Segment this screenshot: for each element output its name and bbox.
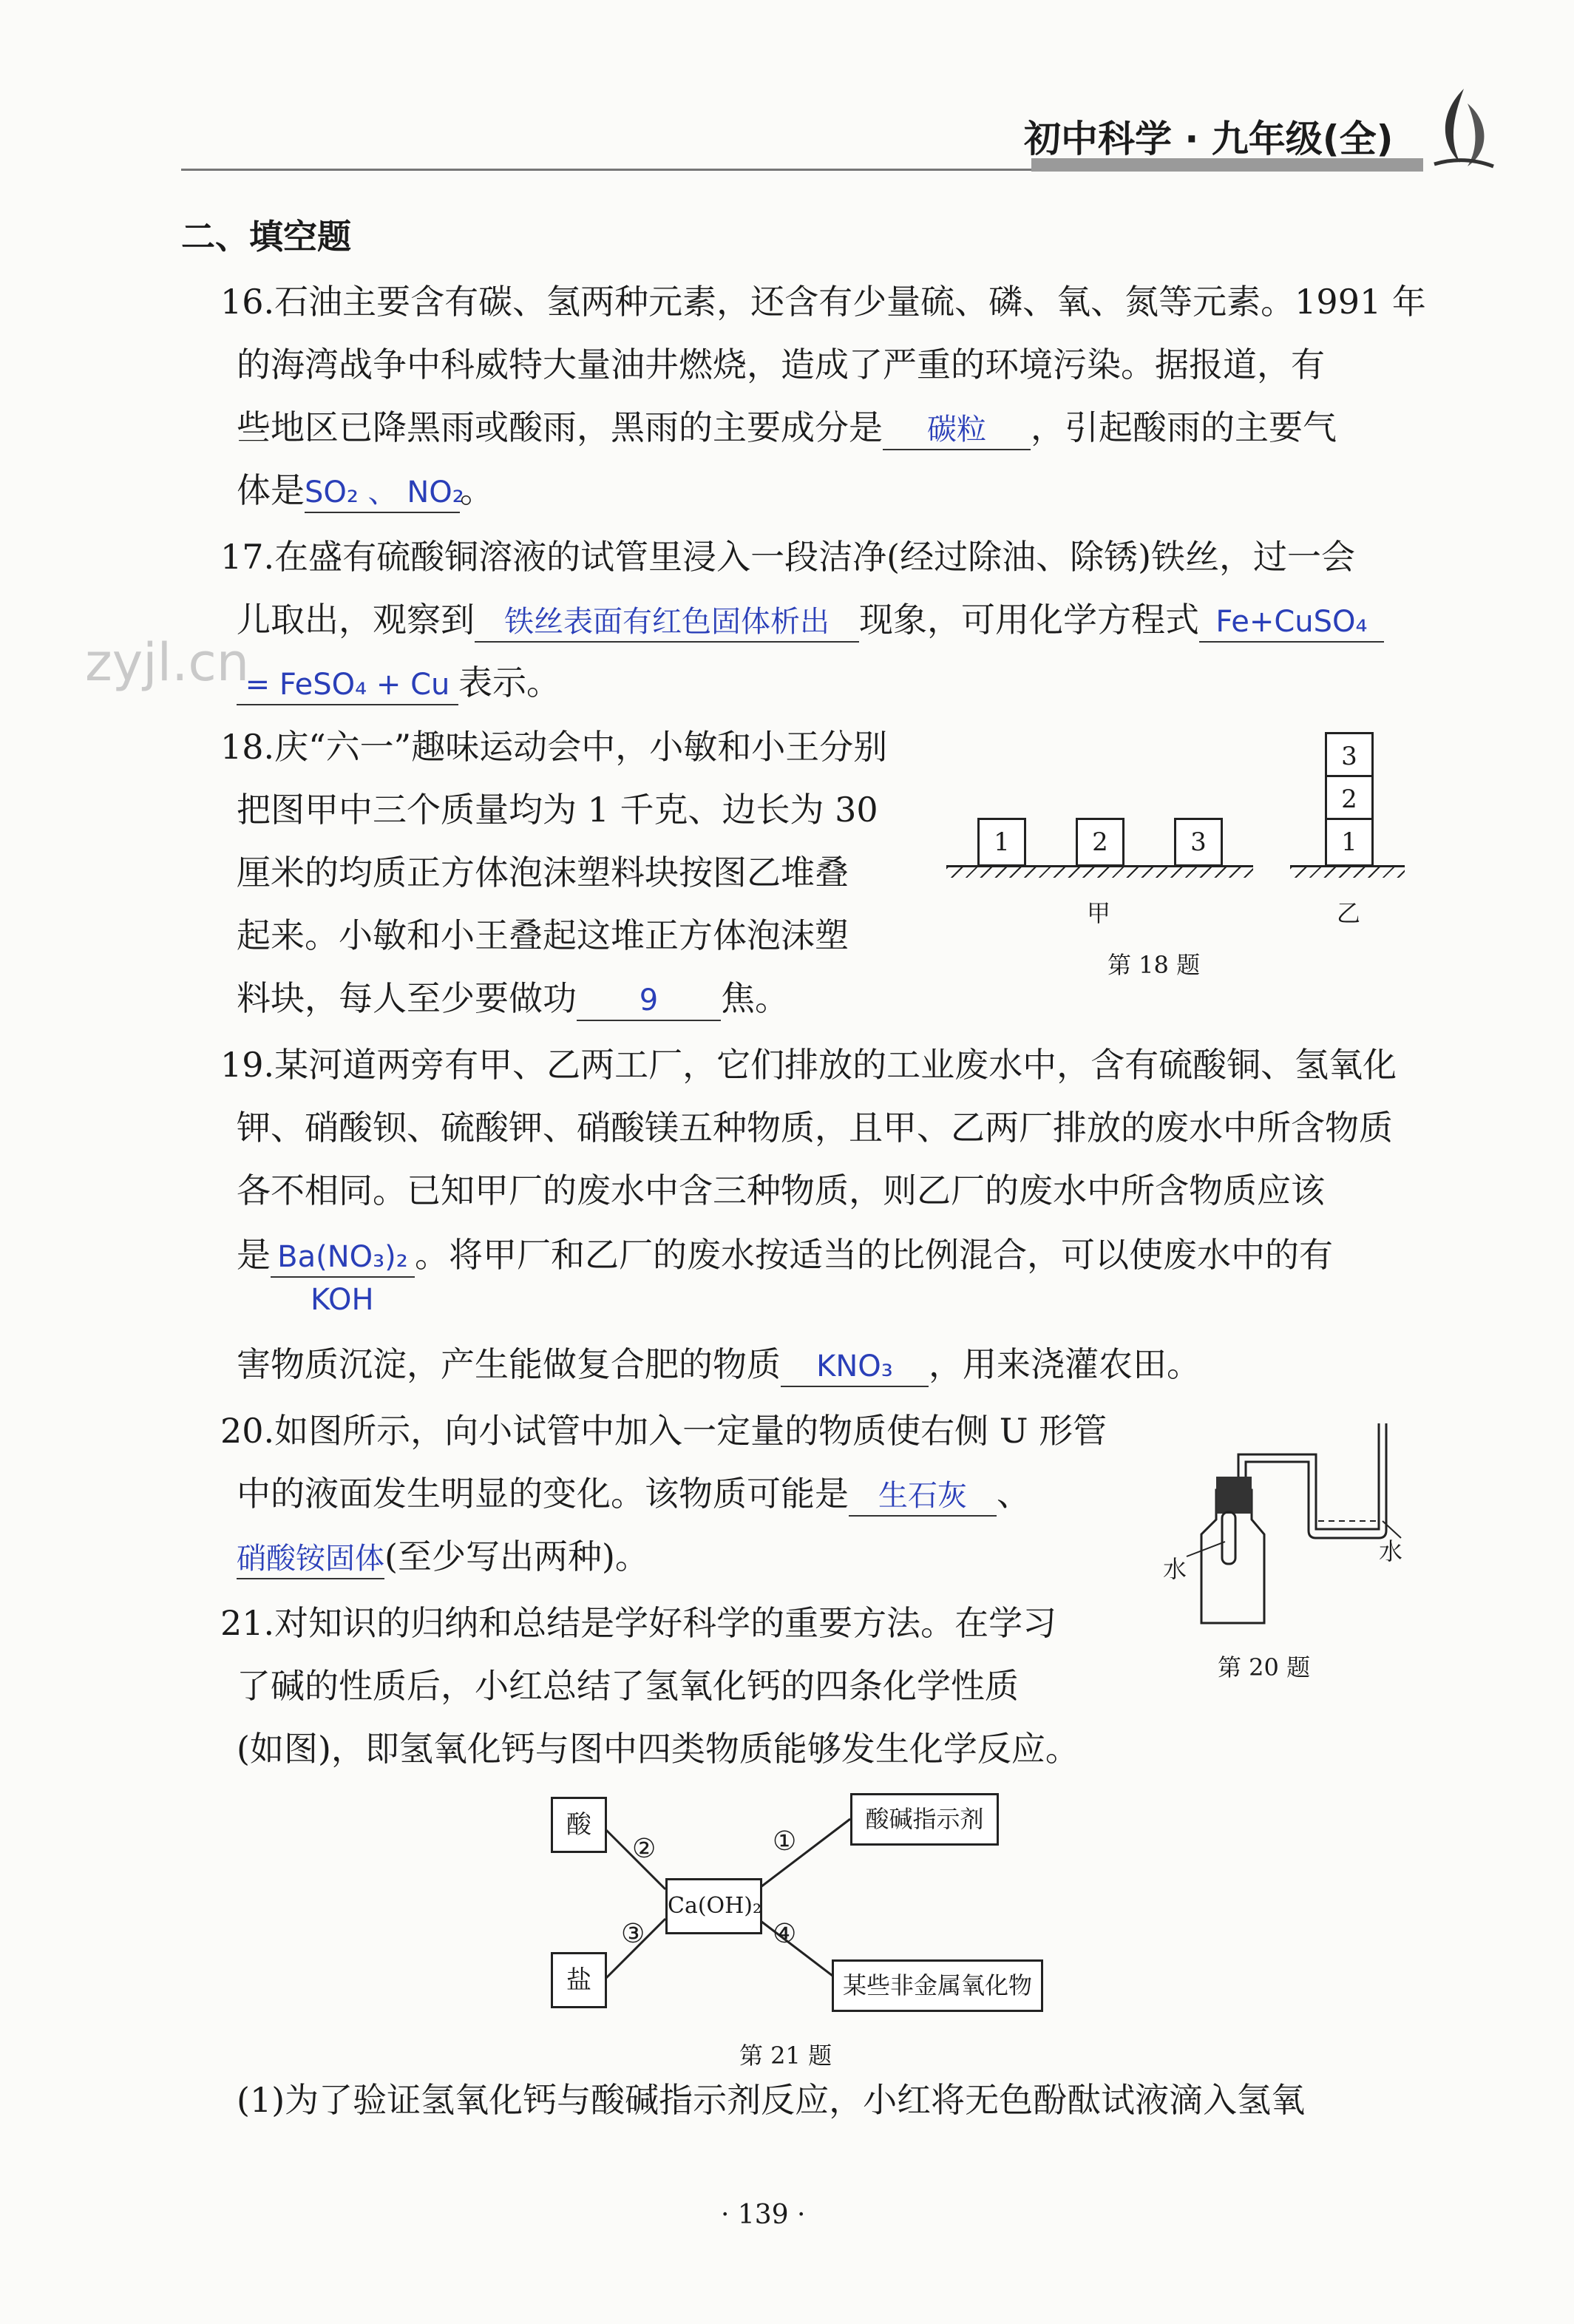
header-title: 初中科学 · 九年级(全) [1024, 118, 1394, 160]
q19-text: ，用来浇灌农田。 [929, 1344, 1201, 1384]
block-jia-3: 3 [1174, 818, 1223, 867]
watermark: zyjl.cn [85, 632, 250, 693]
block-yi-top: 3 [1325, 732, 1374, 781]
block-jia-2: 2 [1076, 818, 1124, 867]
q18-text: 焦。 [721, 978, 789, 1018]
q17-line-2 [237, 597, 1384, 643]
caption-21: 第 21 题 [739, 2042, 832, 2070]
figure-21 [540, 1789, 1042, 2085]
q19-answer-yi-1: Ba(NO₃)₂ [271, 1238, 415, 1278]
node-salt: 盐 [551, 1952, 607, 2008]
q19-line-3: 各不相同。已知甲厂的废水中含三种物质，则乙厂的废水中所含物质应该 [237, 1171, 1325, 1210]
label-n1: ① [773, 1826, 797, 1857]
q17-text: 儿取出，观察到 [237, 600, 475, 640]
q19-line-5 [237, 1342, 1201, 1387]
q18-line-4: 起来。小敏和小王叠起这堆正方体泡沫塑 [237, 915, 849, 955]
q16-text: 体是 [237, 470, 305, 510]
q20-line-3 [237, 1534, 649, 1579]
q16-line-2: 的海湾战争中科威特大量油井燃烧，造成了严重的环境污染。据报道，有 [237, 345, 1325, 384]
caption-18: 第 18 题 [1107, 951, 1201, 979]
q18-line-5 [237, 976, 789, 1021]
page-number: · 139 · [721, 2200, 806, 2230]
q16-text: 些地区已降黑雨或酸雨，黑雨的主要成分是 [237, 407, 883, 447]
q20-text: 中的液面发生明显的变化。该物质可能是 [237, 1474, 849, 1514]
figure-20 [1157, 1409, 1431, 1690]
q21-line-1: 21.对知识的归纳和总结是学好科学的重要方法。在学习 [220, 1603, 1057, 1643]
q19-text: 害物质沉淀，产生能做复合肥的物质 [237, 1344, 781, 1384]
q16-answer-black-rain: 碳粒 [883, 410, 1031, 450]
q19-line-4 [237, 1233, 1333, 1278]
q17-answer-phenomenon: 铁丝表面有红色固体析出 [475, 603, 859, 643]
q18-line-1: 18.庆“六一”趣味运动会中，小敏和小王分别 [220, 727, 888, 767]
node-acid: 酸 [551, 1797, 607, 1853]
q16-answer-acid-rain-gas: SO₂ 、 NO₂ [305, 473, 460, 513]
block-jia-1: 1 [977, 818, 1026, 867]
q20-answer-2: 硝酸铵固体 [237, 1539, 384, 1579]
q19-text: 。将甲厂和乙厂的废水按适当的比例混合，可以使废水中的有 [415, 1235, 1333, 1275]
q20-text: (至少写出两种)。 [384, 1537, 649, 1576]
q19-answer-fertilizer: KNO₃ [781, 1347, 929, 1387]
block-yi-middle: 2 [1325, 775, 1374, 824]
label-n4: ④ [773, 1919, 797, 1949]
q17-answer-equation-part2: = FeSO₄ + Cu [237, 665, 458, 705]
q21-sub-1: (1)为了验证氢氧化钙与酸碱指示剂反应，小红将无色酚酞试液滴入氢氧 [237, 2080, 1306, 2120]
q16-line-4 [237, 468, 494, 513]
node-nonmetal-oxide: 某些非金属氧化物 [832, 1959, 1043, 2012]
q18-line-2: 把图甲中三个质量均为 1 千克、边长为 30 [237, 790, 878, 830]
q16-line-1: 16.石油主要含有碳、氢两种元素，还含有少量硫、磷、氧、氮等元素。1991 年 [220, 282, 1426, 322]
figure-18 [939, 725, 1427, 991]
q17-text: 表示。 [458, 663, 560, 702]
q20-line-1: 20.如图所示，向小试管中加入一定量的物质使右侧 U 形管 [220, 1411, 1107, 1451]
q19-line-1: 19.某河道两旁有甲、乙两工厂，它们排放的工业废水中，含有硫酸铜、氢氧化 [220, 1045, 1397, 1085]
q16-text: 。 [460, 470, 494, 510]
q18-text: 料块，每人至少要做功 [237, 978, 577, 1018]
water-label-right: 水 [1379, 1537, 1403, 1565]
q21-line-3: (如图)，即氢氧化钙与图中四类物质能够发生化学反应。 [237, 1729, 1079, 1769]
label-yi: 乙 [1337, 899, 1361, 927]
label-n2: ② [632, 1834, 657, 1864]
q17-line-3 [237, 660, 560, 705]
q20-line-2 [237, 1471, 1031, 1517]
block-yi-bottom: 1 [1325, 818, 1374, 867]
label-n3: ③ [621, 1919, 645, 1949]
q19-line-2: 钾、硝酸钡、硫酸钾、硝酸镁五种物质，且甲、乙两厂排放的废水中所含物质 [237, 1108, 1393, 1148]
q21-line-2: 了碱的性质后，小红总结了氢氧化钙的四条化学性质 [237, 1666, 1019, 1706]
ground-hatch-yi [1290, 867, 1405, 878]
section-title: 二、填空题 [181, 217, 351, 257]
q18-line-3: 厘米的均质正方体泡沫塑料块按图乙堆叠 [237, 853, 849, 892]
q16-text: ，引起酸雨的主要气 [1031, 407, 1337, 447]
caption-20: 第 20 题 [1218, 1653, 1311, 1681]
leaf-logo-icon [1427, 81, 1501, 177]
q20-answer-1: 生石灰 [849, 1477, 997, 1517]
q17-answer-equation-part1: Fe+CuSO₄ [1199, 603, 1384, 643]
water-label-left: 水 [1163, 1555, 1187, 1583]
q18-answer-work: 9 [577, 981, 721, 1021]
q17-line-1: 17.在盛有硫酸铜溶液的试管里浸入一段洁净(经过除油、除锈)铁丝，过一会 [220, 537, 1356, 577]
q19-answer-yi-2: KOH [311, 1283, 374, 1317]
q20-text: 、 [997, 1474, 1031, 1514]
u-tube-apparatus [1157, 1409, 1431, 1630]
q17-text: 现象，可用化学方程式 [859, 600, 1199, 640]
ground-hatch-jia [946, 867, 1253, 878]
q19-text: 是 [237, 1235, 271, 1275]
node-indicator: 酸碱指示剂 [850, 1793, 999, 1846]
node-calcium-hydroxide: Ca(OH)₂ [665, 1878, 762, 1934]
label-jia: 甲 [1087, 899, 1111, 927]
q16-line-3 [237, 405, 1337, 450]
